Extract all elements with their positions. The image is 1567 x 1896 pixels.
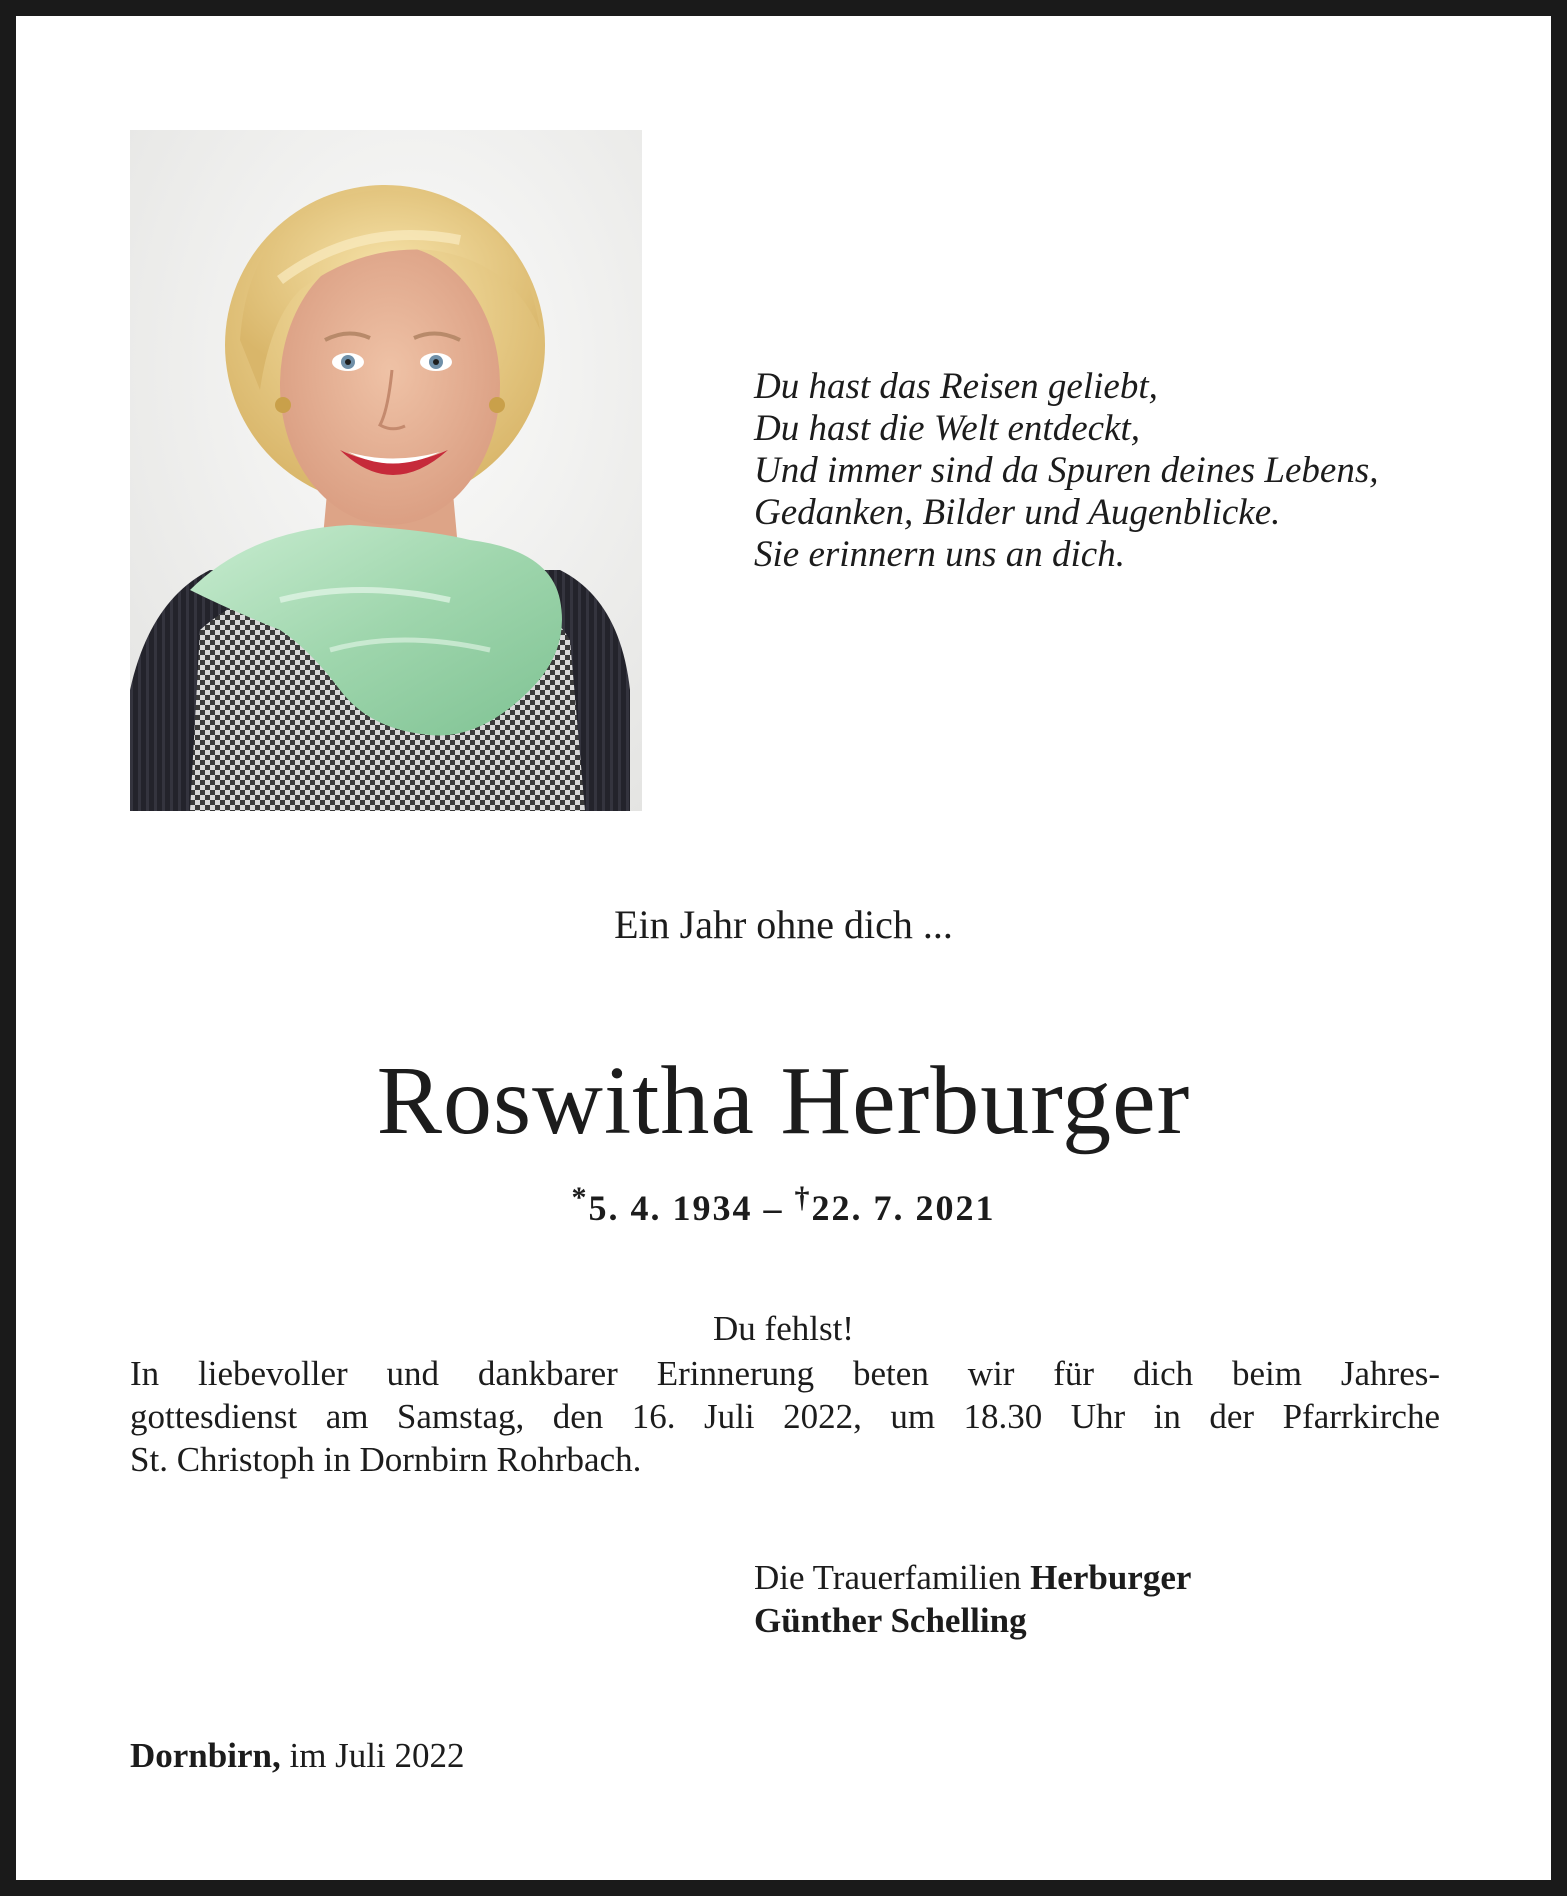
miss-line: Du fehlst! (713, 1309, 854, 1348)
poem-line: Sie erinnern uns an dich. (754, 534, 1125, 575)
place-city: Dornbirn, (130, 1736, 281, 1775)
poem-line: Und immer sind da Spuren deines Lebens, (754, 450, 1379, 491)
date-separator: – (752, 1188, 795, 1228)
memorial-text-line: In liebevoller und dankbarer Erinnerung beten wir für dich beim Jahres- (130, 1354, 1440, 1393)
family-name-1: Herburger (1030, 1558, 1192, 1597)
portrait-photo-icon (130, 130, 642, 811)
birth-symbol: * (571, 1181, 589, 1214)
place-date-text: im Juli 2022 (280, 1736, 465, 1775)
obituary-page (16, 16, 1551, 1880)
birth-date: 5. 4. 1934 (588, 1188, 753, 1228)
memorial-text-line: gottesdienst am Samstag, den 16. Juli 2022, um 18.30 Uhr in der Pfarrkirche (130, 1397, 1440, 1436)
subtitle: Ein Jahr ohne dich ... (614, 902, 953, 947)
place-date (130, 1734, 930, 1777)
life-dates (16, 1176, 1551, 1230)
signature (754, 1556, 1474, 1642)
family-name-2: Günther Schelling (754, 1601, 1027, 1640)
death-date: 22. 7. 2021 (811, 1188, 996, 1228)
poem-line: Gedanken, Bilder und Augenblicke. (754, 492, 1281, 533)
poem (754, 366, 1474, 576)
poem-line: Du hast die Welt entdeckt, (754, 408, 1141, 449)
poem-line: Du hast das Reisen geliebt, (754, 366, 1158, 407)
signature-prefix: Die Trauerfamilien (754, 1558, 1031, 1597)
memorial-text-line: St. Christoph in Dornbirn Rohrbach. (130, 1440, 642, 1479)
deceased-name: Roswitha Herburger (376, 1047, 1191, 1155)
memorial-text (130, 1352, 1440, 1481)
death-symbol: † (794, 1181, 812, 1214)
